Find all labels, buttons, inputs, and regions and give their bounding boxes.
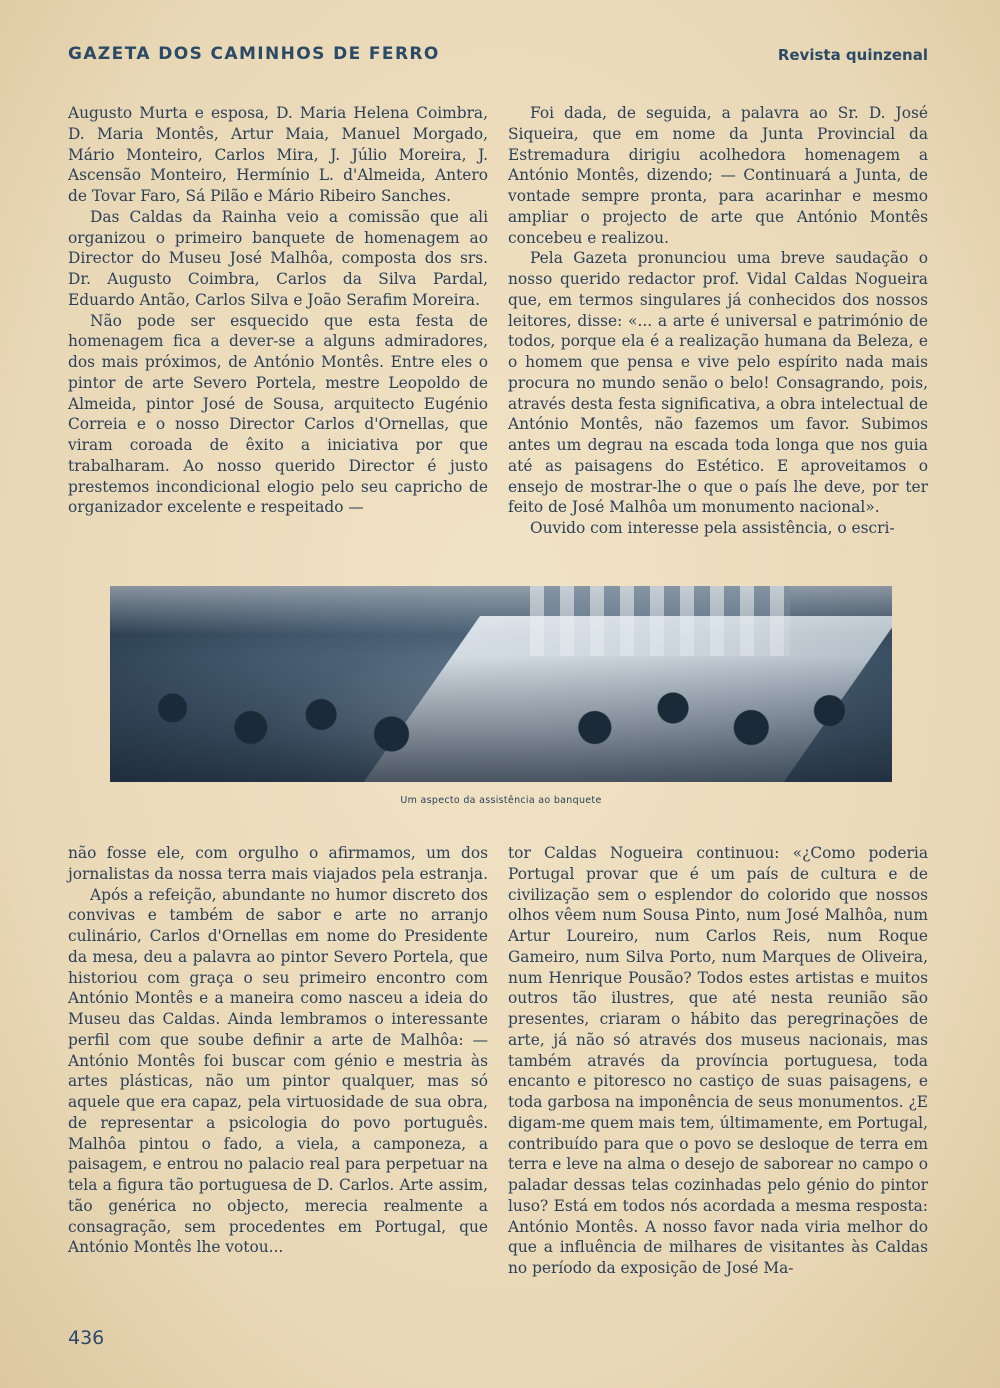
photo-caption: Um aspecto da assistência ao banquete	[400, 795, 602, 806]
paragraph: não fosse ele, com orgulho o afirmamos, um dos jornalistas da nossa terra mais viajados pela estranja.	[68, 844, 488, 883]
paragraph: Foi dada, de seguida, a palavra ao Sr. D. José Siqueira, que em nome da Junta Provincial da Estremadura dirigiu acolhedora homenagem a António Montês, dizendo; — Continuará a Junta, de vontade sempre pronta, para acarinhar e mesmo ampliar o projecto de arte que António Montês concebeu e realizou.	[508, 104, 928, 247]
paragraph: tor Caldas Nogueira continuou: «¿Como poderia Portugal provar que é um país de cultura e de civilização sem o esplendor do colorido que nossos olhos vêem num Sousa Pinto, num José Malhôa, num Artur Loureiro, num Carlos Reis, num Roque Gameiro, num Silva Porto, num Marques de Oliveira, num Henrique Pousão? Todos estes artistas e muitos outros tão ilustres, que até nesta reunião são presentes, criaram o hábito das peregrinações de arte, já não só através dos museus nacionais, mas também através da província portuguesa, toda encanto e pitoresco no castiço de suas paisagens, e toda garbosa na imponência de seus monumentos. ¿E digam-me quem mais tem, últimamente, em Portugal, contribuído para que o povo se desloque de terra em terra e leve na alma o desejo de saborear no campo o paladar dessas telas cozinhadas pelo génio do pintor luso? Está em todos nós acordada a mesma resposta: António Montês. A nosso favor nada viria melhor do que a influência de milhares de visitantes às Caldas no período da exposição de José Ma-	[508, 844, 928, 1277]
column-top-right	[508, 103, 928, 539]
page-header	[68, 44, 928, 68]
column-bottom-left	[68, 843, 488, 1258]
paragraph: Das Caldas da Rainha veio a comissão que ali organizou o primeiro banquete de homenagem ao Director do Museu José Malhôa, composta dos srs. Dr. Augusto Coimbra, Carlos da Silva Pardal, Eduardo Antão, Carlos Silva e João Serafim Moreira.	[68, 207, 488, 309]
column-top-left	[68, 103, 488, 518]
page-number: 436	[68, 1327, 105, 1349]
paragraph: Ouvido com interesse pela assistência, o escri-	[530, 519, 895, 537]
paragraph: Após a refeição, abundante no humor discreto dos convivas e também de sabor e arte no arranjo culinário, Carlos d'Ornellas em nome do Presidente da mesa, deu a palavra ao pintor Severo Portela, que historiou com graça o seu primeiro encontro com António Montês e a maneira como nasceu a ideia do Museu das Caldas. Ainda lembramos o interessante perfil com que soube definir a arte de Malhôa: — António Montês foi buscar com génio e mestria às artes plásticas, não um pintor qualquer, mas só aquele que era capaz, pela virtuosidade de sua obra, de representar a psicologia do povo português. Malhôa pintou o fado, a viela, a camponeza, a paisagem, e entrou no palacio real para perpetuar na tela a figura tão portuguesa de D. Carlos. Arte assim, tão genérica no objecto, merecia realmente a consagração, sem procedentes em Portugal, que António Montês lhe votou...	[68, 885, 488, 1257]
paragraph: Pela Gazeta pronunciou uma breve saudação o nosso querido redactor prof. Vidal Caldas Nogueira que, em termos singulares já conhecidos dos nossos leitores, disse: «... a arte é universal e património de todos, porque ela é a realização humana da Beleza, e o homem que pensa e vive pelo espírito nada mais procura no mundo senão o belo! Consagrando, pois, através desta festa significativa, a obra intelectual de António Montês, não fazemos um favor. Subimos antes um degrau na escada toda longa que nos guia até as paisagens do Estético. E aproveitamos o ensejo de mostrar-lhe o que o país lhe deve, por ter feito de José Malhôa um monumento nacional».	[508, 249, 928, 517]
banquet-photo	[110, 586, 892, 782]
paragraph: Augusto Murta e esposa, D. Maria Helena Coimbra, D. Maria Montês, Artur Maia, Manuel Morgado, Mário Monteiro, Carlos Mira, J. Júlio Moreira, J. Ascensão Monteiro, Hermínio L. d'Almeida, Antero de Tovar Faro, Sá Pilão e Mário Ribeiro Sanches.	[68, 104, 488, 205]
column-bottom-right	[508, 843, 928, 1279]
magazine-subtitle: Revista quinzenal	[777, 46, 928, 64]
paragraph: Não pode ser esquecido que esta festa de homenagem fica a dever-se a alguns admiradores, dos mais próximos, de António Montês. Entre eles o pintor de arte Severo Portela, mestre Leopoldo de Almeida, pintor José de Sousa, arquitecto Eugénio Correia e o nosso Director Carlos d'Ornellas, que viram coroada de êxito a iniciativa por que trabalharam. Ao nosso querido Director é justo prestemos incondicional elogio pelo seu capricho de organizador excelente e respeitado —	[68, 311, 488, 517]
photo-guests	[110, 656, 892, 782]
magazine-title: GAZETA DOS CAMINHOS DE FERRO	[68, 44, 440, 64]
